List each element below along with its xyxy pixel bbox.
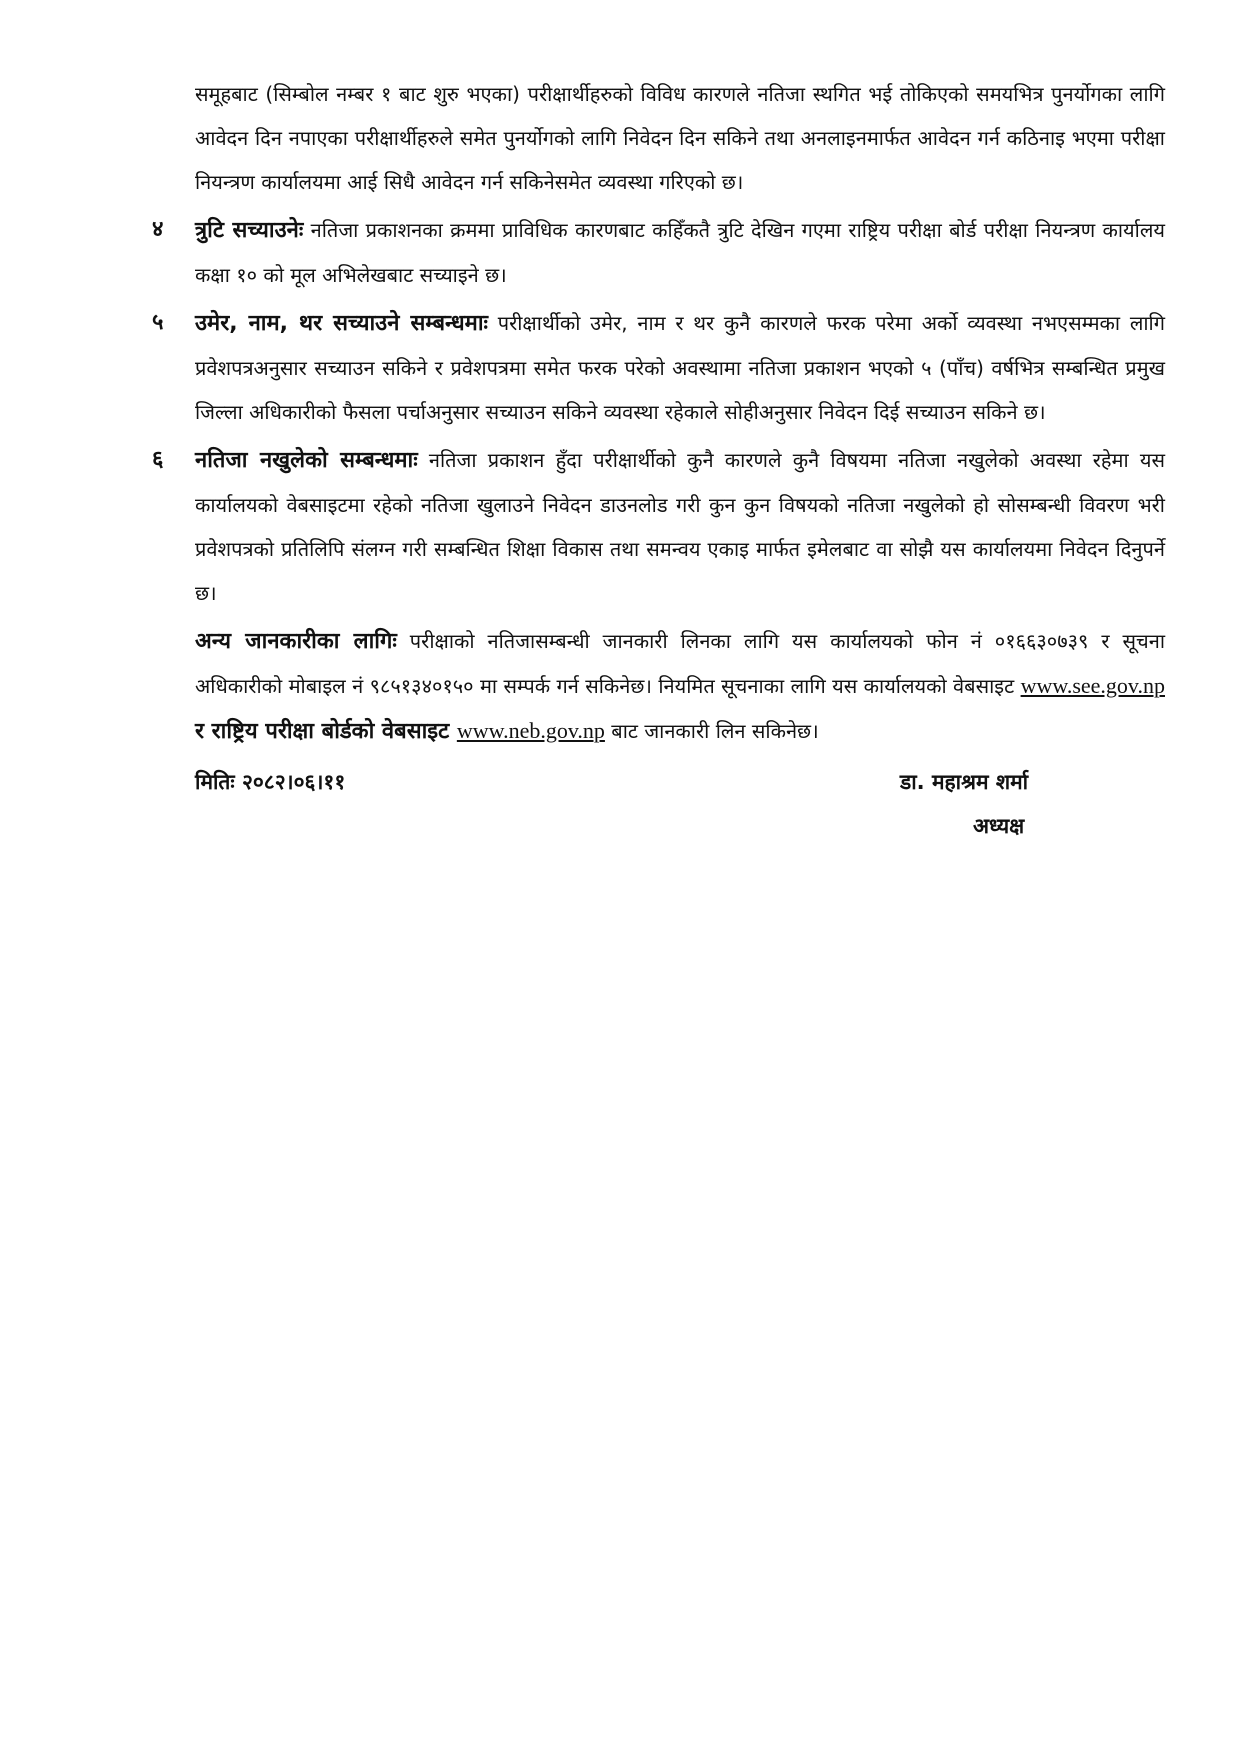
other-info-text-3: बाट जानकारी लिन सकिनेछ। bbox=[604, 719, 819, 743]
see-website-link[interactable]: www.see.gov.np bbox=[1020, 673, 1165, 698]
item-heading: नतिजा नखुलेको सम्बन्धमाः bbox=[195, 448, 418, 473]
item-text: परीक्षार्थीको उमेर, नाम र थर कुनै कारणले फरक परेमा अर्को व्यवस्था नभएसम्मका लागि प्रवेशपत्रअनुसार सच्याउन सकिने र प्रवेशपत्रमा समेत फरक परेको अवस्थामा नतिजा प्रकाशन भएको ५ (पाँच) वर्षभित्र सम्बन्धित प्रमुख जिल्ला अधिकारीको फैसला पर्चाअनुसार सच्याउन सकिने व्यवस्था रहेकाले सोहीअनुसार निवेदन दिई सच्याउन सकिने छ। bbox=[195, 311, 1165, 424]
document-footer bbox=[195, 760, 1165, 850]
signer-name: डा. महाश्रम शर्मा bbox=[900, 770, 1029, 794]
item-6 bbox=[152, 438, 1165, 615]
item-paragraph bbox=[195, 438, 1165, 615]
item-number: ४ bbox=[152, 217, 164, 242]
item-text: नतिजा प्रकाशन हुँदा परीक्षार्थीको कुनै कारणले कुनै विषयमा नतिजा नखुलेको अवस्था रहेमा यस कार्यालयको वेबसाइटमा रहेको नतिजा खुलाउने निवेदन डाउनलोड गरी कुन कुन विषयको नतिजा नखुलेको हो सोसम्बन्धी विवरण भरी प्रवेशपत्रको प्रतिलिपि संलग्न गरी सम्बन्धित शिक्षा विकास तथा समन्वय एकाइ मार्फत इमेलबाट वा सोझै यस कार्यालयमा निवेदन दिनुपर्ने छ। bbox=[195, 448, 1165, 605]
other-info-text-2: र राष्ट्रिय परीक्षा बोर्डको वेबसाइट bbox=[195, 719, 457, 744]
document-date: मितिः २०८२।०६।११ bbox=[195, 770, 346, 794]
signer-title: अध्यक्ष bbox=[973, 814, 1025, 838]
other-info-heading: अन्य जानकारीका लागिः bbox=[195, 629, 397, 654]
item-paragraph bbox=[195, 208, 1165, 297]
item-number: ६ bbox=[152, 447, 164, 472]
other-info-paragraph bbox=[195, 619, 1165, 754]
other-info-section bbox=[195, 619, 1165, 754]
item-paragraph bbox=[195, 301, 1165, 434]
item-5 bbox=[152, 301, 1165, 434]
item-number: ५ bbox=[152, 310, 164, 335]
item-heading: उमेर, नाम, थर सच्याउने सम्बन्धमाः bbox=[195, 311, 488, 336]
document-body bbox=[152, 72, 1165, 850]
other-info-text-1: परीक्षाको नतिजासम्बन्धी जानकारी लिनका लागि यस कार्यालयको फोन नं ०१६६३०७३९ र सूचना अधिकारीको मोबाइल नं ९८५१३४०१५० मा सम्पर्क गर्न सकिनेछ। नियमित सूचनाका लागि यस कार्यालयको वेबसाइट bbox=[195, 629, 1165, 698]
item-heading: त्रुटि सच्याउनेः bbox=[195, 218, 304, 243]
neb-website-link[interactable]: www.neb.gov.np bbox=[456, 718, 605, 743]
intro-paragraph: समूहबाट (सिम्बोल नम्बर १ बाट शुरु भएका) परीक्षार्थीहरुको विविध कारणले नतिजा स्थगित भई तोकिएको समयभित्र पुनर्योगका लागि आवेदन दिन नपाएका परीक्षार्थीहरुले समेत पुनर्योगको लागि निवेदन दिन सकिने तथा अनलाइनमार्फत आवेदन गर्न कठिनाइ भएमा परीक्षा नियन्त्रण कार्यालयमा आई सिधै आवेदन गर्न सकिनेसमेत व्यवस्था गरिएको छ। bbox=[195, 82, 1165, 194]
item-4 bbox=[152, 208, 1165, 297]
item-text: नतिजा प्रकाशनका क्रममा प्राविधिक कारणबाट कहिँकतै त्रुटि देखिन गएमा राष्ट्रिय परीक्षा बोर्ड परीक्षा नियन्त्रण कार्यालय कक्षा १० को मूल अभिलेखबाट सच्याइने छ। bbox=[195, 218, 1165, 287]
